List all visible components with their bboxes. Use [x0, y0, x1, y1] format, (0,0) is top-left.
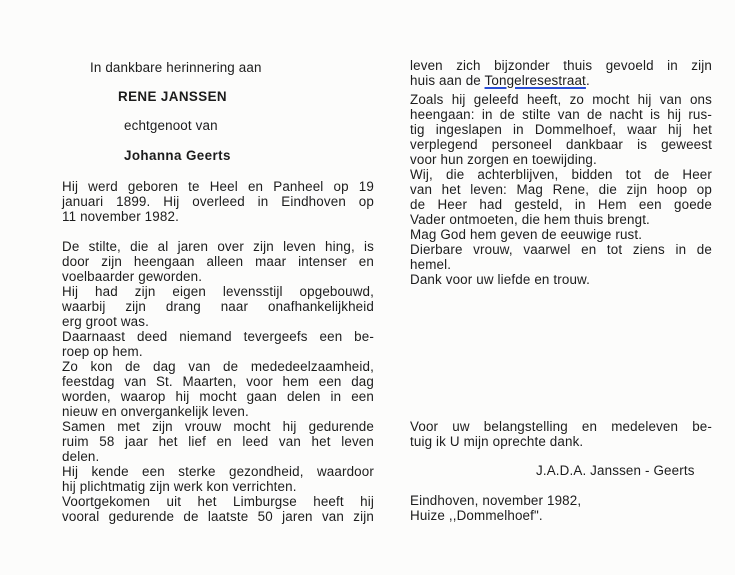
text-line: van het leven: Mag Rene, die zijn hoop op: [410, 182, 712, 197]
house-name: Huize ,,Dommelhoef".: [410, 508, 543, 523]
deceased-name: RENE JANSSEN: [118, 89, 227, 104]
text-line: Zoals hij geleefd heeft, zo mocht hij van ons: [410, 92, 712, 107]
text-line: voelbaarder geworden.: [62, 269, 203, 284]
right-page: [410, 0, 712, 575]
text-line: Daarnaast deed niemand tevergeefs een be-: [62, 329, 374, 344]
text-line: feestdag van St. Maarten, voor hem een dag: [62, 374, 374, 389]
text-line: door zijn heengaan alleen maar intenser en: [62, 254, 374, 269]
text-line: Mag God hem geven de eeuwige rust.: [410, 227, 643, 242]
text-line: erg groot was.: [62, 314, 149, 329]
text-line: nieuw en onvergankelijk leven.: [62, 404, 249, 419]
text-line: De stilte, die al jaren over zijn leven hing, is: [62, 239, 374, 254]
bio-line: Hij werd geboren te Heel en Panheel op 19: [62, 179, 374, 194]
text-line: Wij, die achterblijven, bidden tot de Heer: [410, 167, 712, 182]
text-line: roep op hem.: [62, 344, 143, 359]
text-line: voor hun zorgen en toewijding.: [410, 152, 597, 167]
spouse-name: Johanna Geerts: [124, 148, 231, 163]
text-line: Hij kende een sterke gezondheid, waardoor: [62, 464, 374, 479]
text-line: worden, waarop hij mocht gaan delen in een: [62, 389, 374, 404]
street-line: [410, 73, 590, 89]
intro-line: In dankbare herinnering aan: [90, 60, 262, 75]
text-line: leven zich bijzonder thuis gevoeld in zijn: [410, 58, 712, 73]
text-line: waarbij zijn drang naar onafhankelijkheid: [62, 299, 374, 314]
relation-line: echtgenoot van: [124, 118, 218, 133]
text-line: delen.: [62, 449, 100, 464]
text-line: tig ingeslapen in Dommelhoef, waar hij het: [410, 122, 712, 137]
text-line: Dank voor uw liefde en trouw.: [410, 272, 591, 287]
text-line: vooral gedurende de laatste 50 jaren van zijn: [62, 509, 374, 524]
thanks-line: tuig ik U mijn oprechte dank.: [410, 434, 584, 449]
street-prefix: huis aan de: [410, 73, 485, 88]
text-line: ruim 58 jaar het lief en leed van het leven: [62, 434, 374, 449]
place-date: Eindhoven, november 1982,: [410, 493, 582, 508]
street-suffix: .: [585, 73, 590, 88]
text-line: heengaan: in de stilte van de nacht is hij rus-: [410, 107, 712, 122]
left-page: [62, 0, 374, 575]
bio-line: januari 1899. Hij overleed in Eindhoven op: [62, 194, 374, 209]
text-line: Hij had zijn eigen levensstijl opgebouwd,: [62, 284, 374, 299]
text-line: Zo kon de dag van de mededeelzaamheid,: [62, 359, 374, 374]
bio-line: 11 november 1982.: [62, 209, 179, 224]
text-line: hemel.: [410, 257, 452, 272]
text-line: Voortgekomen uit het Limburgse heeft hij: [62, 494, 374, 509]
text-line: Dierbare vrouw, vaarwel en tot ziens in de: [410, 242, 712, 257]
text-line: verplegend personeel dankbaar is geweest: [410, 137, 712, 152]
text-line: Vader ontmoeten, die hem thuis brengt.: [410, 212, 650, 227]
signature: J.A.D.A. Janssen - Geerts: [536, 463, 695, 478]
text-line: de Heer had gesteld, in Hem een goede: [410, 197, 712, 212]
street-name: Tongelresestraat: [484, 73, 586, 88]
text-line: Samen met zijn vrouw mocht hij gedurende: [62, 419, 374, 434]
thanks-line: Voor uw belangstelling en medeleven be-: [410, 419, 712, 434]
text-line: hij plichtmatig zijn werk kon verrichten.: [62, 479, 297, 494]
